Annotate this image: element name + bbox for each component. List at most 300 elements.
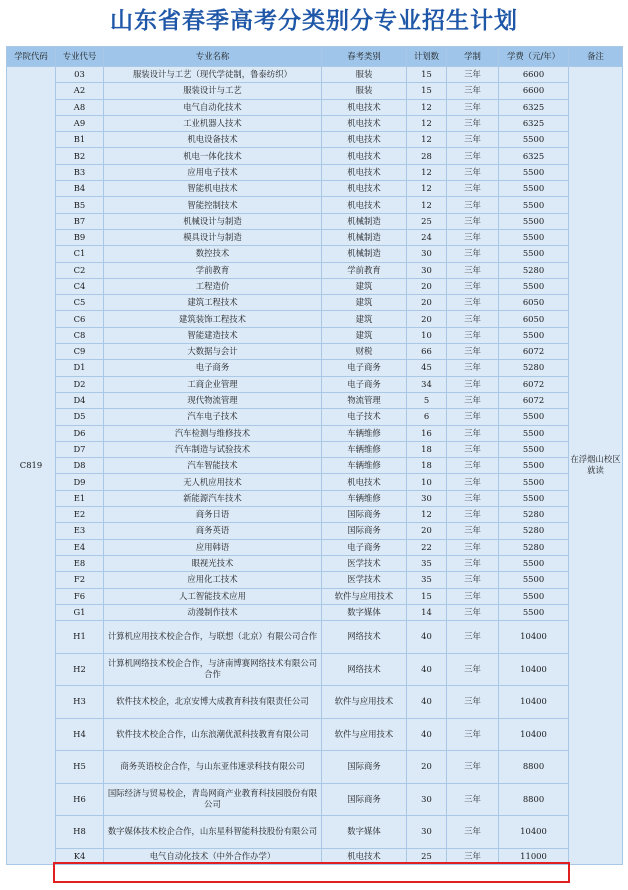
table-row [7, 376, 623, 392]
plan-count-cell: 25 [407, 213, 447, 229]
major-name-cell: 商务日语 [104, 507, 322, 523]
header-note: 备注 [569, 47, 623, 67]
major-name-cell: 应用化工技术 [104, 572, 322, 588]
duration-cell: 三年 [447, 523, 499, 539]
tuition-cell: 5500 [499, 490, 569, 506]
major-code-cell: E3 [56, 523, 104, 539]
tuition-cell: 11000 [499, 848, 569, 864]
plan-count-cell: 24 [407, 229, 447, 245]
table-row [7, 555, 623, 571]
duration-cell: 三年 [447, 409, 499, 425]
major-name-cell: 软件技术校企合作，山东浪潮优派科技教育有限公司 [104, 718, 322, 751]
plan-count-cell: 25 [407, 848, 447, 864]
major-code-cell: E4 [56, 539, 104, 555]
header-major-code: 专业代号 [56, 47, 104, 67]
major-name-cell: 建筑工程技术 [104, 295, 322, 311]
table-row [7, 539, 623, 555]
tuition-cell: 5500 [499, 132, 569, 148]
plan-count-cell: 45 [407, 360, 447, 376]
major-name-cell: 建筑装饰工程技术 [104, 311, 322, 327]
major-code-cell: F6 [56, 588, 104, 604]
major-code-cell: B7 [56, 213, 104, 229]
duration-cell: 三年 [447, 164, 499, 180]
exam-category-cell: 服装 [322, 67, 407, 83]
major-code-cell: D2 [56, 376, 104, 392]
major-name-cell: 模具设计与制造 [104, 229, 322, 245]
duration-cell: 三年 [447, 115, 499, 131]
duration-cell: 三年 [447, 441, 499, 457]
tuition-cell: 5500 [499, 213, 569, 229]
duration-cell: 三年 [447, 262, 499, 278]
table-row [7, 392, 623, 408]
exam-category-cell: 建筑 [322, 278, 407, 294]
duration-cell: 三年 [447, 588, 499, 604]
plan-count-cell: 20 [407, 311, 447, 327]
major-code-cell: E8 [56, 555, 104, 571]
major-code-cell: B5 [56, 197, 104, 213]
major-code-cell: H2 [56, 653, 104, 686]
major-name-cell: 动漫制作技术 [104, 604, 322, 620]
plan-count-cell: 20 [407, 523, 447, 539]
tuition-cell: 5500 [499, 441, 569, 457]
major-code-cell: B9 [56, 229, 104, 245]
exam-category-cell: 财税 [322, 344, 407, 360]
major-name-cell: 国际经济与贸易校企，青岛网商产业教育科技园股份有限公司 [104, 783, 322, 816]
major-code-cell: D7 [56, 441, 104, 457]
major-name-cell: 工业机器人技术 [104, 115, 322, 131]
major-code-cell: A2 [56, 83, 104, 99]
major-code-cell: B2 [56, 148, 104, 164]
tuition-cell: 5500 [499, 246, 569, 262]
duration-cell: 三年 [447, 507, 499, 523]
tuition-cell: 10400 [499, 621, 569, 654]
plan-count-cell: 34 [407, 376, 447, 392]
major-name-cell: 大数据与会计 [104, 344, 322, 360]
exam-category-cell: 机电技术 [322, 848, 407, 864]
plan-count-cell: 15 [407, 67, 447, 83]
major-name-cell: 机械设计与制造 [104, 213, 322, 229]
exam-category-cell: 车辆维修 [322, 458, 407, 474]
major-code-cell: E1 [56, 490, 104, 506]
major-code-cell: B1 [56, 132, 104, 148]
tuition-cell: 5500 [499, 229, 569, 245]
table-row [7, 262, 623, 278]
table-row [7, 148, 623, 164]
major-code-cell: E2 [56, 507, 104, 523]
table-row [7, 360, 623, 376]
table-row [7, 751, 623, 784]
table-row [7, 490, 623, 506]
plan-count-cell: 12 [407, 115, 447, 131]
table-row [7, 783, 623, 816]
page-title: 山东省春季高考分类别分专业招生计划 [110, 8, 518, 34]
plan-count-cell: 18 [407, 458, 447, 474]
duration-cell: 三年 [447, 311, 499, 327]
major-name-cell: 智能控制技术 [104, 197, 322, 213]
exam-category-cell: 国际商务 [322, 507, 407, 523]
major-code-cell: D5 [56, 409, 104, 425]
exam-category-cell: 电子商务 [322, 376, 407, 392]
tuition-cell: 10400 [499, 718, 569, 751]
exam-category-cell: 机电技术 [322, 115, 407, 131]
plan-count-cell: 35 [407, 555, 447, 571]
exam-category-cell: 机电技术 [322, 148, 407, 164]
major-code-cell: C2 [56, 262, 104, 278]
plan-count-cell: 15 [407, 83, 447, 99]
duration-cell: 三年 [447, 474, 499, 490]
major-code-cell: H3 [56, 686, 104, 719]
college-code-cell: C819 [7, 67, 56, 865]
major-code-cell: A8 [56, 99, 104, 115]
plan-count-cell: 12 [407, 181, 447, 197]
header-tuition: 学费（元/年） [499, 47, 569, 67]
duration-cell: 三年 [447, 653, 499, 686]
duration-cell: 三年 [447, 686, 499, 719]
duration-cell: 三年 [447, 555, 499, 571]
plan-count-cell: 16 [407, 425, 447, 441]
table-row [7, 458, 623, 474]
table-row [7, 83, 623, 99]
major-code-cell: A9 [56, 115, 104, 131]
plan-count-cell: 20 [407, 295, 447, 311]
note-cell: 在浮烟山校区就读 [569, 67, 623, 865]
exam-category-cell: 软件与应用技术 [322, 588, 407, 604]
plan-count-cell: 28 [407, 148, 447, 164]
major-name-cell: 汽车检测与维修技术 [104, 425, 322, 441]
plan-count-cell: 10 [407, 474, 447, 490]
major-name-cell: 电子商务 [104, 360, 322, 376]
table-row [7, 848, 623, 864]
plan-count-cell: 12 [407, 164, 447, 180]
plan-count-cell: 40 [407, 653, 447, 686]
major-name-cell: 人工智能技术应用 [104, 588, 322, 604]
table-row [7, 213, 623, 229]
table-row [7, 115, 623, 131]
exam-category-cell: 电子技术 [322, 409, 407, 425]
tuition-cell: 5280 [499, 523, 569, 539]
tuition-cell: 6050 [499, 295, 569, 311]
major-name-cell: 计算机网络技术校企合作，与济南博赛网络技术有限公司合作 [104, 653, 322, 686]
tuition-cell: 5500 [499, 458, 569, 474]
duration-cell: 三年 [447, 783, 499, 816]
tuition-cell: 5500 [499, 474, 569, 490]
plan-count-cell: 6 [407, 409, 447, 425]
tuition-cell: 6600 [499, 67, 569, 83]
exam-category-cell: 网络技术 [322, 621, 407, 654]
table-row [7, 425, 623, 441]
tuition-cell: 5280 [499, 507, 569, 523]
table-row [7, 278, 623, 294]
plan-count-cell: 12 [407, 197, 447, 213]
duration-cell: 三年 [447, 621, 499, 654]
plan-count-cell: 40 [407, 621, 447, 654]
duration-cell: 三年 [447, 83, 499, 99]
major-code-cell: K4 [56, 848, 104, 864]
plan-count-cell: 12 [407, 507, 447, 523]
duration-cell: 三年 [447, 718, 499, 751]
major-name-cell: 现代物流管理 [104, 392, 322, 408]
exam-category-cell: 网络技术 [322, 653, 407, 686]
duration-cell: 三年 [447, 213, 499, 229]
major-code-cell: B3 [56, 164, 104, 180]
duration-cell: 三年 [447, 604, 499, 620]
exam-category-cell: 国际商务 [322, 751, 407, 784]
major-name-cell: 应用韩语 [104, 539, 322, 555]
plan-count-cell: 66 [407, 344, 447, 360]
exam-category-cell: 软件与应用技术 [322, 718, 407, 751]
major-code-cell: C5 [56, 295, 104, 311]
major-code-cell: D8 [56, 458, 104, 474]
tuition-cell: 5500 [499, 164, 569, 180]
table-row [7, 229, 623, 245]
header-major-name: 专业名称 [104, 47, 322, 67]
duration-cell: 三年 [447, 458, 499, 474]
major-code-cell: 03 [56, 67, 104, 83]
duration-cell: 三年 [447, 67, 499, 83]
duration-cell: 三年 [447, 816, 499, 849]
major-code-cell: B4 [56, 181, 104, 197]
header-exam-category: 春考类别 [322, 47, 407, 67]
table-row [7, 164, 623, 180]
exam-category-cell: 国际商务 [322, 523, 407, 539]
header-row [7, 47, 623, 67]
plan-count-cell: 5 [407, 392, 447, 408]
table-row [7, 718, 623, 751]
exam-category-cell: 电子商务 [322, 539, 407, 555]
major-name-cell: 汽车智能技术 [104, 458, 322, 474]
major-name-cell: 工商企业管理 [104, 376, 322, 392]
tuition-cell: 8800 [499, 783, 569, 816]
exam-category-cell: 机电技术 [322, 132, 407, 148]
tuition-cell: 5500 [499, 588, 569, 604]
tuition-cell: 6325 [499, 115, 569, 131]
duration-cell: 三年 [447, 327, 499, 343]
exam-category-cell: 车辆维修 [322, 425, 407, 441]
plan-count-cell: 35 [407, 572, 447, 588]
major-name-cell: 工程造价 [104, 278, 322, 294]
table-row [7, 441, 623, 457]
exam-category-cell: 建筑 [322, 295, 407, 311]
major-code-cell: H8 [56, 816, 104, 849]
duration-cell: 三年 [447, 539, 499, 555]
tuition-cell: 6600 [499, 83, 569, 99]
tuition-cell: 5500 [499, 409, 569, 425]
exam-category-cell: 机械制造 [322, 229, 407, 245]
major-name-cell: 数字媒体技术校企合作，山东星科智能科技股份有限公司 [104, 816, 322, 849]
duration-cell: 三年 [447, 392, 499, 408]
major-code-cell: H1 [56, 621, 104, 654]
plan-count-cell: 30 [407, 816, 447, 849]
table-row [7, 344, 623, 360]
major-name-cell: 商务英语校企合作，与山东亚伟速录科技有限公司 [104, 751, 322, 784]
duration-cell: 三年 [447, 344, 499, 360]
major-name-cell: 机电设备技术 [104, 132, 322, 148]
tuition-cell: 5500 [499, 181, 569, 197]
plan-count-cell: 40 [407, 718, 447, 751]
plan-count-cell: 12 [407, 99, 447, 115]
major-name-cell: 无人机应用技术 [104, 474, 322, 490]
tuition-cell: 5500 [499, 197, 569, 213]
duration-cell: 三年 [447, 148, 499, 164]
major-name-cell: 智能建造技术 [104, 327, 322, 343]
duration-cell: 三年 [447, 278, 499, 294]
plan-count-cell: 22 [407, 539, 447, 555]
table-row [7, 474, 623, 490]
major-name-cell: 机电一体化技术 [104, 148, 322, 164]
table-row [7, 523, 623, 539]
table-row [7, 327, 623, 343]
exam-category-cell: 机械制造 [322, 246, 407, 262]
table-row [7, 67, 623, 83]
tuition-cell: 10400 [499, 653, 569, 686]
exam-category-cell: 服装 [322, 83, 407, 99]
duration-cell: 三年 [447, 848, 499, 864]
plan-count-cell: 30 [407, 490, 447, 506]
plan-count-cell: 12 [407, 132, 447, 148]
major-code-cell: G1 [56, 604, 104, 620]
duration-cell: 三年 [447, 132, 499, 148]
exam-category-cell: 建筑 [322, 311, 407, 327]
table-row [7, 816, 623, 849]
major-code-cell: C4 [56, 278, 104, 294]
plan-count-cell: 14 [407, 604, 447, 620]
major-name-cell: 电气自动化技术 [104, 99, 322, 115]
header-duration: 学制 [447, 47, 499, 67]
major-name-cell: 智能机电技术 [104, 181, 322, 197]
tuition-cell: 6072 [499, 376, 569, 392]
plan-count-cell: 30 [407, 246, 447, 262]
duration-cell: 三年 [447, 246, 499, 262]
table-row [7, 295, 623, 311]
duration-cell: 三年 [447, 295, 499, 311]
plan-count-cell: 18 [407, 441, 447, 457]
tuition-cell: 5280 [499, 262, 569, 278]
tuition-cell: 5280 [499, 539, 569, 555]
exam-category-cell: 数字媒体 [322, 816, 407, 849]
exam-category-cell: 建筑 [322, 327, 407, 343]
major-code-cell: D6 [56, 425, 104, 441]
major-code-cell: C8 [56, 327, 104, 343]
duration-cell: 三年 [447, 376, 499, 392]
major-name-cell: 商务英语 [104, 523, 322, 539]
major-name-cell: 数控技术 [104, 246, 322, 262]
exam-category-cell: 机电技术 [322, 164, 407, 180]
header-plan-count: 计划数 [407, 47, 447, 67]
table-row [7, 653, 623, 686]
major-name-cell: 眼视光技术 [104, 555, 322, 571]
major-code-cell: C1 [56, 246, 104, 262]
major-name-cell: 应用电子技术 [104, 164, 322, 180]
duration-cell: 三年 [447, 425, 499, 441]
table-row [7, 409, 623, 425]
tuition-cell: 6325 [499, 99, 569, 115]
major-code-cell: C9 [56, 344, 104, 360]
duration-cell: 三年 [447, 99, 499, 115]
duration-cell: 三年 [447, 197, 499, 213]
exam-category-cell: 机电技术 [322, 474, 407, 490]
major-code-cell: H6 [56, 783, 104, 816]
tuition-cell: 5500 [499, 604, 569, 620]
plan-count-cell: 30 [407, 262, 447, 278]
table-row [7, 686, 623, 719]
plan-count-cell: 20 [407, 278, 447, 294]
table-row [7, 621, 623, 654]
tuition-cell: 10400 [499, 816, 569, 849]
exam-category-cell: 机电技术 [322, 197, 407, 213]
tuition-cell: 5500 [499, 425, 569, 441]
exam-category-cell: 电子商务 [322, 360, 407, 376]
exam-category-cell: 医学技术 [322, 572, 407, 588]
major-name-cell: 汽车电子技术 [104, 409, 322, 425]
table-row [7, 311, 623, 327]
exam-category-cell: 机电技术 [322, 181, 407, 197]
major-name-cell: 新能源汽车技术 [104, 490, 322, 506]
duration-cell: 三年 [447, 181, 499, 197]
table-row [7, 507, 623, 523]
plan-count-cell: 20 [407, 751, 447, 784]
major-name-cell: 服装设计与工艺（现代学徒制，鲁泰纺织） [104, 67, 322, 83]
exam-category-cell: 机电技术 [322, 99, 407, 115]
header-college-code: 学院代码 [7, 47, 56, 67]
table-row [7, 246, 623, 262]
tuition-cell: 5500 [499, 555, 569, 571]
exam-category-cell: 车辆维修 [322, 441, 407, 457]
table-row [7, 99, 623, 115]
duration-cell: 三年 [447, 360, 499, 376]
table-row [7, 604, 623, 620]
tuition-cell: 5500 [499, 278, 569, 294]
duration-cell: 三年 [447, 490, 499, 506]
major-code-cell: D1 [56, 360, 104, 376]
major-code-cell: H5 [56, 751, 104, 784]
major-name-cell: 软件技术校企，北京安博大成教育科技有限责任公司 [104, 686, 322, 719]
tuition-cell: 6072 [499, 344, 569, 360]
tuition-cell: 6325 [499, 148, 569, 164]
plan-count-cell: 40 [407, 686, 447, 719]
major-name-cell: 计算机应用技术校企合作，与联想（北京）有限公司合作 [104, 621, 322, 654]
major-code-cell: D9 [56, 474, 104, 490]
plan-count-cell: 15 [407, 588, 447, 604]
enrollment-plan-table [6, 46, 623, 865]
duration-cell: 三年 [447, 572, 499, 588]
exam-category-cell: 机械制造 [322, 213, 407, 229]
highlight-box [53, 862, 570, 883]
major-code-cell: D4 [56, 392, 104, 408]
table-row [7, 181, 623, 197]
duration-cell: 三年 [447, 751, 499, 784]
tuition-cell: 6072 [499, 392, 569, 408]
exam-category-cell: 车辆维修 [322, 490, 407, 506]
exam-category-cell: 数字媒体 [322, 604, 407, 620]
table-row [7, 132, 623, 148]
tuition-cell: 5280 [499, 360, 569, 376]
table-row [7, 572, 623, 588]
table-row [7, 197, 623, 213]
duration-cell: 三年 [447, 229, 499, 245]
tuition-cell: 5500 [499, 572, 569, 588]
major-code-cell: C6 [56, 311, 104, 327]
tuition-cell: 8800 [499, 751, 569, 784]
major-name-cell: 电气自动化技术（中外合作办学） [104, 848, 322, 864]
exam-category-cell: 软件与应用技术 [322, 686, 407, 719]
tuition-cell: 5500 [499, 327, 569, 343]
plan-count-cell: 30 [407, 783, 447, 816]
major-name-cell: 学前教育 [104, 262, 322, 278]
exam-category-cell: 学前教育 [322, 262, 407, 278]
exam-category-cell: 国际商务 [322, 783, 407, 816]
table-row [7, 588, 623, 604]
major-code-cell: F2 [56, 572, 104, 588]
